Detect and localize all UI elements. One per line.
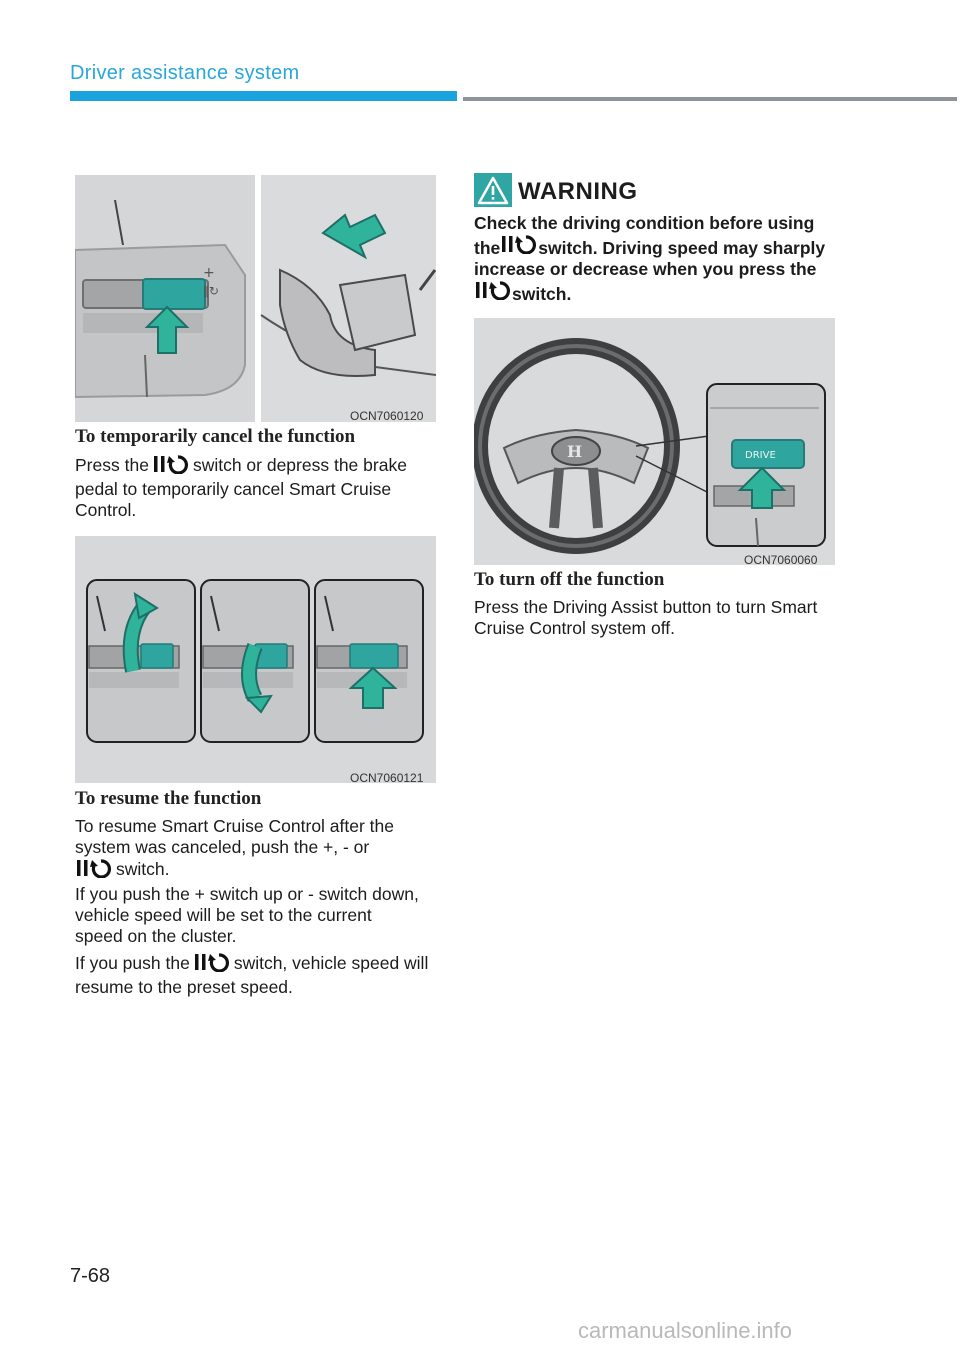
warning-title: WARNING xyxy=(518,178,638,205)
button-label: DRIVE xyxy=(745,450,776,461)
panel-down xyxy=(201,580,309,742)
paragraph-cancel xyxy=(75,454,440,521)
figure-cancel-function xyxy=(75,175,436,422)
figure-code: OCN7060121 xyxy=(350,771,424,785)
warning-text-part: switch. xyxy=(512,284,572,304)
figure-turn-off-function xyxy=(474,318,835,565)
warning-text xyxy=(474,213,844,305)
paragraph-resume-3 xyxy=(75,952,445,998)
paragraph-text: Press the xyxy=(75,455,149,475)
paragraph-text: switch, vehicle speed will resume to the preset speed. xyxy=(75,953,429,997)
section-title-resume: To resume the function xyxy=(75,788,262,809)
svg-text:+: + xyxy=(203,265,215,281)
paragraph-text: switch. xyxy=(116,859,170,879)
cruise-cancel-resume-icon xyxy=(75,858,113,883)
paragraph-turn-off: Press the Driving Assist button to turn Smart Cruise Control system off. xyxy=(474,597,818,638)
figure-code: OCN7060120 xyxy=(350,409,424,423)
svg-text:H: H xyxy=(567,442,583,461)
section-header-title: Driver assistance system xyxy=(70,62,300,84)
cruise-cancel-resume-icon xyxy=(193,952,231,977)
svg-text:ǁ↻: ǁ↻ xyxy=(203,284,219,298)
paragraph-text: To resume Smart Cruise Control after the system was canceled, push the +, - or xyxy=(75,816,395,857)
paragraph-text: If you push the xyxy=(75,953,190,973)
header-accent-bar xyxy=(70,91,457,101)
cruise-cancel-resume-icon xyxy=(474,284,512,304)
warning-text-part: Check the driving condition before using the xyxy=(474,213,815,258)
paragraph-resume-1 xyxy=(75,816,440,883)
figure-resume-function xyxy=(75,536,436,783)
figure-code: OCN7060060 xyxy=(744,553,818,567)
figure-steering-wheel-illustration xyxy=(474,318,835,565)
paragraph-resume-2: If you push the + switch up or - switch down, vehicle speed will be set to the current speed on the cluster. xyxy=(75,884,419,946)
panel-up xyxy=(87,580,195,742)
warning-triangle-icon xyxy=(474,173,512,212)
page-number: 7-68 xyxy=(70,1265,111,1287)
cruise-cancel-resume-icon xyxy=(500,238,538,258)
section-title-turn-off: To turn off the function xyxy=(474,569,665,590)
header-rule xyxy=(463,97,957,101)
figure-cancel-illustration xyxy=(75,175,436,422)
watermark: carmanualsonline.info xyxy=(578,1318,793,1343)
cruise-cancel-resume-icon xyxy=(152,454,190,479)
section-title-cancel: To temporarily cancel the function xyxy=(75,426,356,447)
panel-resume xyxy=(315,580,423,742)
warning-text-part: switch. Driving speed may sharply increase or decrease when you press the xyxy=(474,238,826,279)
figure-resume-illustration xyxy=(75,536,436,783)
paragraph-text: switch or depress the brake pedal to temporarily cancel Smart Cruise Control. xyxy=(75,455,407,520)
